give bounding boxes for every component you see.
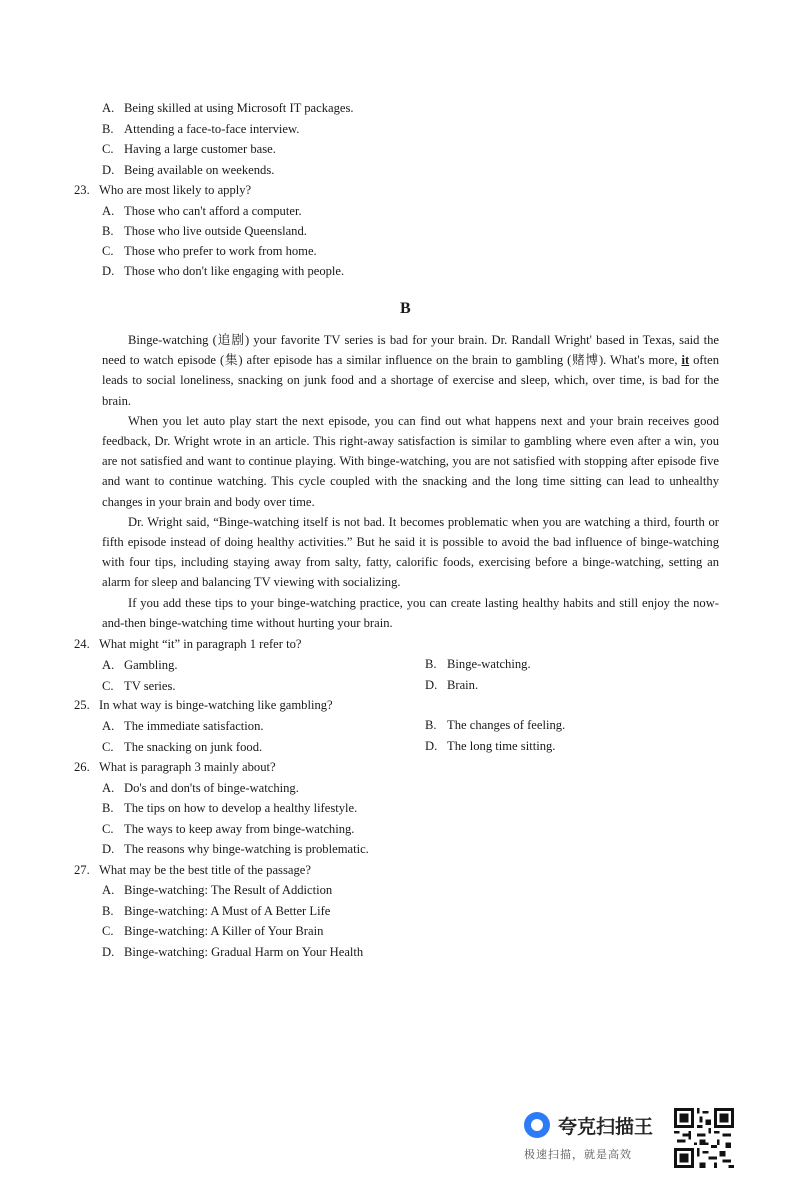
q23-option-d: D. Those who don't like engaging with people. <box>102 264 345 278</box>
q23-option-c: C. Those who prefer to work from home. <box>102 244 317 258</box>
scanner-brand: 夸克扫描王 <box>558 1116 654 1138</box>
q25-option-b: B. The changes of feeling. <box>425 718 566 732</box>
scanner-logo-icon <box>524 1112 550 1138</box>
q23-option-a: A. Those who can't afford a computer. <box>102 204 302 218</box>
scanner-watermark <box>524 1108 744 1168</box>
q26-option-c: C. The ways to keep away from binge-watching. <box>102 822 355 836</box>
passage-paragraph-2: When you let auto play start the next episode, you can find out what happens next and your brain receives good feedback, Dr. Wright wrote in an article. This right-away satisfaction is similar to gambling where even after a win, you are not satisfied and want to continue playing. With binge-watching, you are not satisfied with stopping after episode five and want to continue watching. This cycle coupled with the snacking and the long time sitting can lead to unhealthy changes in your brain and body over time. <box>102 413 719 509</box>
q22-option-c: C. Having a large customer base. <box>102 142 276 156</box>
q25-option-d: D. The long time sitting. <box>425 739 556 753</box>
underlined-it: it <box>681 353 690 368</box>
qr-code-icon <box>674 1108 734 1168</box>
q26-option-d: D. The reasons why binge-watching is problematic. <box>102 842 369 856</box>
q26-option-a: A. Do's and don'ts of binge-watching. <box>102 781 299 795</box>
passage <box>102 330 719 633</box>
q24-option-c: C. TV series. <box>102 679 176 693</box>
q27-option-b: B. Binge-watching: A Must of A Better Life <box>102 904 331 918</box>
scanner-slogan: 极速扫描，就是高效 <box>524 1148 632 1161</box>
q24-question: 24. What might “it” in paragraph 1 refer to? <box>74 637 302 651</box>
q23-question: 23. Who are most likely to apply? <box>74 183 252 197</box>
q26-option-b: B. The tips on how to develop a healthy lifestyle. <box>102 801 358 815</box>
q22-option-b: B. Attending a face-to-face interview. <box>102 122 300 136</box>
q24-option-a: A. Gambling. <box>102 658 178 672</box>
q22-option-d: D. Being available on weekends. <box>102 163 275 177</box>
section-heading: B <box>400 300 411 317</box>
q23-option-b: B. Those who live outside Queensland. <box>102 224 307 238</box>
q24-option-d: D. Brain. <box>425 678 479 692</box>
q27-option-d: D. Binge-watching: Gradual Harm on Your Health <box>102 945 364 959</box>
passage-paragraph-1: Binge-watching (追剧) your favorite TV series is bad for your brain. Dr. Randall Wright' based in Texas, said the need to watch episode (集) after episode has a similar influence on the brain to gambling (赌博). What's more, it often leads to social loneliness, snacking on junk food and a shortage of exercise and sleep, which, over time, is bad for the brain. <box>102 333 719 408</box>
q27-option-a: A. Binge-watching: The Result of Addiction <box>102 883 333 897</box>
q27-question: 27. What may be the best title of the passage? <box>74 863 311 877</box>
q25-option-a: A. The immediate satisfaction. <box>102 719 264 733</box>
passage-paragraph-3: Dr. Wright said, “Binge-watching itself is not bad. It becomes problematic when you are watching a third, fourth or fifth episode instead of doing healthy activities.” But he said it is possible to avoid the bad influence of binge-watching with four tips, including staying away from salty, fatty, calorific foods, exercising before a binge-watching, setting an alarm for sleep and balancing TV viewing with socializing. <box>102 514 719 590</box>
q27-option-c: C. Binge-watching: A Killer of Your Brain <box>102 924 324 938</box>
q25-question: 25. In what way is binge-watching like gambling? <box>74 698 333 712</box>
q22-option-a: A. Being skilled at using Microsoft IT packages. <box>102 101 354 115</box>
q24-option-b: B. Binge-watching. <box>425 657 531 671</box>
passage-paragraph-4: If you add these tips to your binge-watching practice, you can create lasting healthy habits and still enjoy the now-and-then binge-watching time without hurting your brain. <box>102 595 719 630</box>
q26-question: 26. What is paragraph 3 mainly about? <box>74 760 276 774</box>
q25-option-c: C. The snacking on junk food. <box>102 740 263 754</box>
